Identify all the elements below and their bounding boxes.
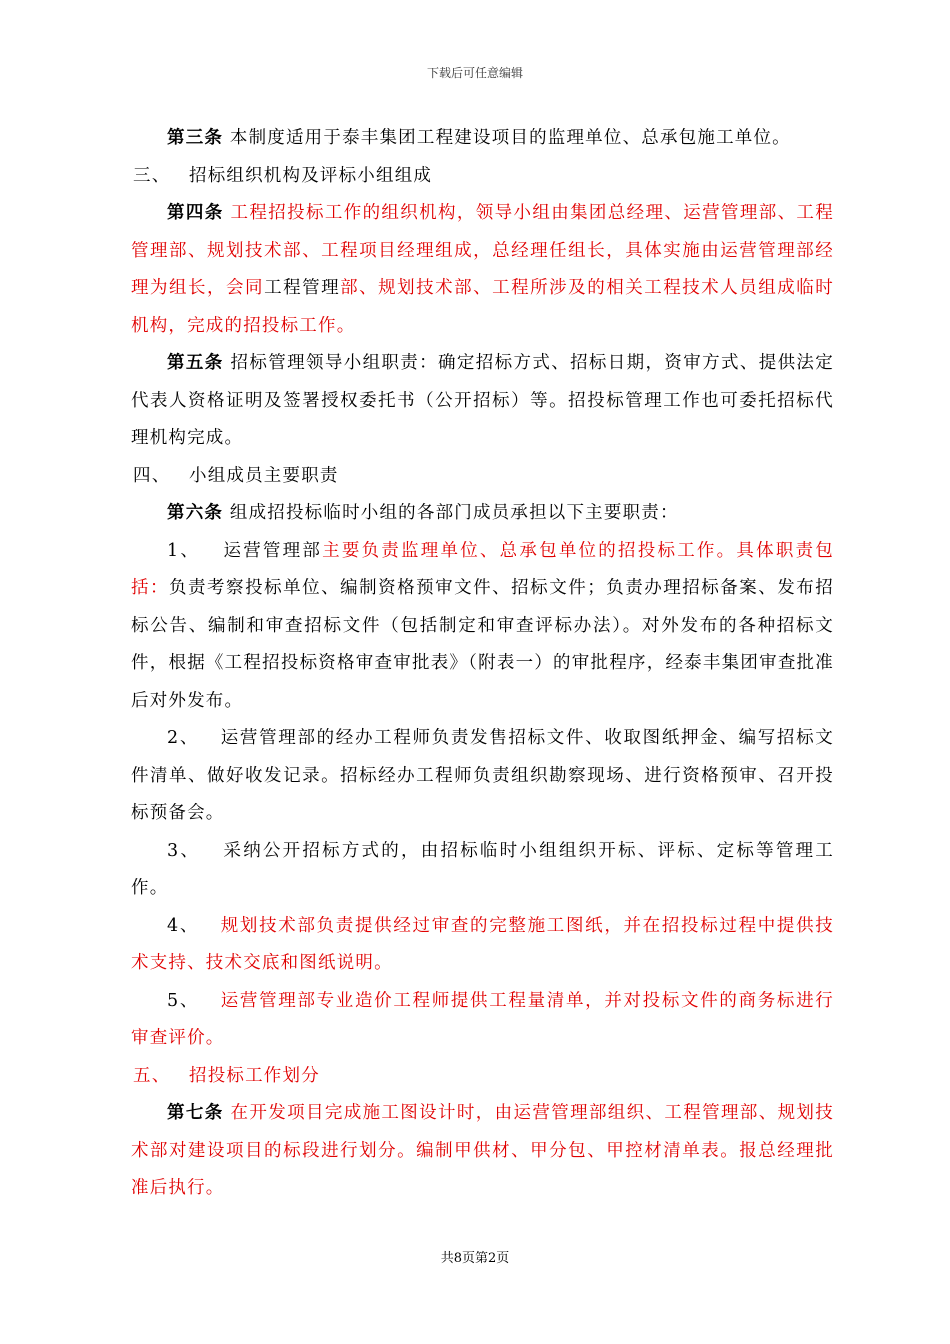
duty-item-4-num: 4、	[167, 915, 199, 936]
duty-item-5	[131, 983, 834, 1058]
article-7	[131, 1095, 834, 1208]
article-3-text: 本制度适用于泰丰集团工程建设项目的监理单位、总承包施工单位。	[229, 128, 791, 148]
duty-item-2-num: 2、	[167, 728, 199, 748]
article-7-text-a: 在开发项目完成施工图设计时，由运营管理	[230, 1103, 589, 1123]
duty-item-5-text: 运营管理部专业造价工程师提供工程量清单，并对投标文件的商务标进行审查评价。	[131, 990, 834, 1048]
article-7-text-b: 部组织、工程管理部、规划技术部对建设项目的标段进行划分。编制甲供材、甲分包、甲控材清单表。报总经理批准后执行。	[131, 1103, 834, 1198]
article-6-text: 组成招投标临时小组的各部门成员承担以下主要职责：	[229, 503, 679, 523]
duty-item-1-text: 负责考察投标单位、编制资格预审文件、招标文件；负责办理招标备案、发布招标公告、编制和审查招标文件（包括制定和审查评标办法）。对外发布的各种招标文件，根据《工程招投标资格审查审批表》（附表一）的审批程序，经泰丰集团审查批准后对外发布。	[131, 578, 835, 711]
article-6	[131, 495, 834, 533]
article-4-text-d: 部、规划技术部、工程所涉及的相关工程技术人员组成临时机构，完成的招投标工作。	[131, 278, 834, 336]
duty-item-5-num: 5、	[167, 990, 199, 1011]
duty-item-3	[131, 833, 834, 908]
section-heading-3	[131, 158, 834, 196]
duty-item-2	[131, 720, 834, 833]
section-heading-5	[131, 1058, 834, 1096]
section-heading-4-num: 四、	[133, 465, 171, 486]
page-footer: 共8页第2页	[440, 1251, 510, 1266]
duty-item-4	[131, 908, 834, 983]
article-6-label: 第六条	[167, 503, 224, 523]
article-3-label: 第三条	[167, 128, 224, 148]
article-4	[131, 195, 834, 345]
section-heading-4	[131, 458, 834, 496]
duty-item-2-text: 运营管理部的经办工程师负责发售招标文件、收取图纸押金、编写招标文件清单、做好收发记录。招标经办工程师负责组织勘察现场、进行资格预审、召开投标预备会。	[131, 728, 834, 823]
article-5-label: 第五条	[167, 353, 224, 373]
article-5-text: 招标管理领导小组职责：确定招标方式、招标日期，资审方式、提供法定代表人资格证明及签署授权委托书（公开招标）等。招投标管理工作也可委托招标代理机构完成。	[131, 353, 834, 448]
article-4-text-b: 部、工程管理部、规划技术部、工程项目经理组成，总经理任组长，具体实施由运营管理部经理为组长，会同	[131, 203, 834, 298]
section-heading-5-num: 五、	[133, 1065, 171, 1086]
article-5	[131, 345, 834, 458]
article-4-label: 第四条	[167, 203, 224, 223]
article-7-label: 第七条	[167, 1103, 224, 1123]
duty-item-1-red-text: 主要负责监理单位、总承包单位的招投标工作。具体职责包括：	[131, 540, 834, 598]
article-4-text-c: 工程管理	[264, 278, 341, 298]
article-3	[131, 120, 834, 158]
document-body	[131, 120, 834, 1208]
section-heading-3-text: 招标组织机构及评标小组组成	[189, 165, 433, 186]
duty-item-3-num: 3、	[167, 840, 201, 861]
article-4-text-a: 工程招投标工作的组织机构，领导小组由集团总经理、运营管理	[230, 203, 759, 223]
section-heading-3-num: 三、	[133, 165, 171, 186]
duty-item-1-dept: 运营管理部	[223, 540, 323, 561]
duty-item-4-text: 规划技术部负责提供经过审查的完整施工图纸，并在招投标过程中提供技术支持、技术交底和图纸说明。	[131, 915, 834, 973]
duty-item-1-num: 1、	[167, 540, 201, 561]
section-heading-5-text: 招投标工作划分	[189, 1065, 320, 1086]
page-header: 下载后可任意编辑	[426, 66, 523, 80]
duty-item-3-text: 采纳公开招标方式的，由招标临时小组组织开标、评标、定标等管理工作。	[131, 840, 834, 898]
duty-item-1	[131, 533, 834, 721]
section-heading-4-text: 小组成员主要职责	[189, 465, 339, 486]
